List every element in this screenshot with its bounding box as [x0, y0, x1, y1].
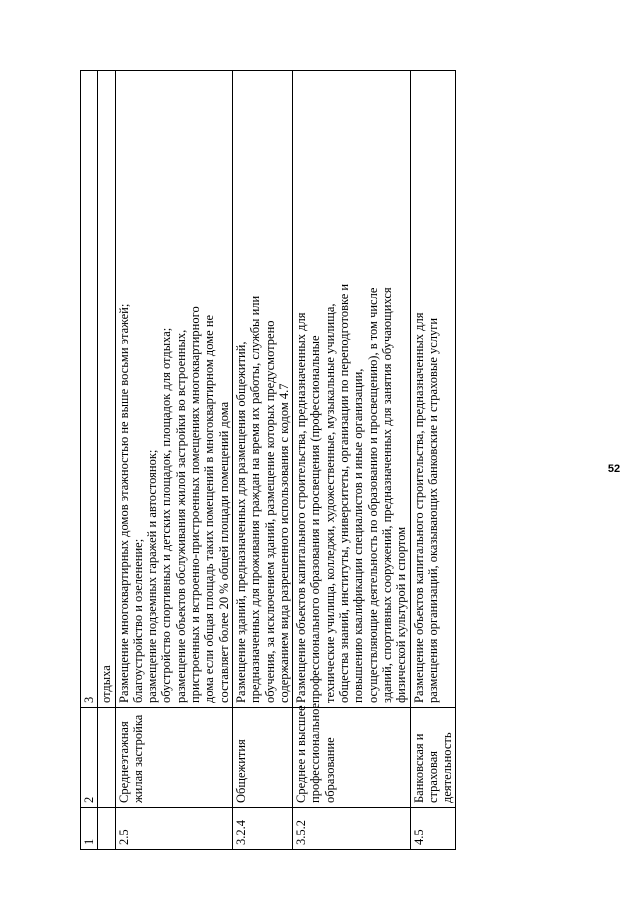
row-description-line: обустройство спортивных и детских площадок, площадок для отдыха; — [159, 327, 174, 703]
row-description-line: физической культурой и спортом — [394, 526, 409, 703]
row-description-line: технические училища, колледжи, художественные, музыкальные училища, — [322, 303, 337, 703]
column-header-1: 1 — [81, 808, 98, 850]
row-description — [115, 71, 232, 708]
row-code: 3.5.2 — [293, 808, 410, 850]
continuation-row — [98, 71, 115, 850]
row-description-line: Размещение многоквартирных домов этажностью не выше восьми этажей; — [116, 303, 131, 703]
row-code: 2.5 — [115, 808, 232, 850]
row-name-line: жилая застройка — [130, 714, 145, 803]
row-name — [293, 702, 410, 808]
row-code: 3.2.4 — [232, 808, 292, 850]
page-number: 52 — [607, 462, 621, 475]
row-name-line: страховая — [425, 750, 440, 803]
row-name-line: образование — [322, 737, 337, 803]
row-description-line: размещения организаций, оказывающих банковские и страховые услуги — [425, 317, 440, 703]
land-use-table — [80, 70, 456, 850]
table-row — [115, 71, 232, 850]
row-description — [410, 71, 456, 708]
table-row — [410, 71, 456, 850]
row-name-line: Среднеэтажная — [116, 721, 131, 803]
row-description-line: Размещение объектов капитального строительства, предназначенных для — [411, 312, 426, 703]
continuation-cell-3: отдыха — [98, 71, 115, 708]
row-name — [410, 708, 456, 808]
row-name-line: Общежития — [233, 739, 248, 803]
row-code: 4.5 — [410, 808, 456, 850]
row-description-line: зданий, спортивных сооружений, предназначенных для занятия обучающихся — [379, 287, 394, 703]
row-description-line: содержанием вида разрешенного использования с кодом 4.7 — [276, 383, 291, 703]
row-name-line: деятельность — [440, 732, 455, 803]
row-name-line: профессиональное — [308, 702, 323, 803]
continuation-cell-2 — [98, 708, 115, 808]
row-description-line: предназначенных для проживания граждан на время их работы, службы или — [248, 295, 263, 703]
table-header-row — [81, 71, 98, 850]
row-name — [232, 708, 292, 808]
row-description-line: Размещение объектов капитального строительства, предназначенных для — [294, 312, 309, 703]
column-header-3: 3 — [81, 71, 98, 708]
row-description — [232, 71, 292, 708]
table-row — [293, 71, 410, 850]
row-name — [115, 708, 232, 808]
row-name-line: Среднее и высшее — [294, 705, 309, 803]
row-description — [293, 71, 410, 708]
row-description-line: размещение подземных гаражей и автостоянок; — [145, 449, 160, 703]
row-description-line: размещение объектов обслуживания жилой застройки во встроенных, — [173, 329, 188, 703]
row-description-line: повышению квалификации специалистов и иные организации, — [351, 368, 366, 703]
continuation-cell-1 — [98, 808, 115, 850]
row-description-line: дома если общая площадь таких помещений в многоквартирном доме не — [202, 314, 217, 703]
row-description-line: профессионального образования и просвещения (профессиональные — [308, 335, 323, 703]
column-header-2: 2 — [81, 708, 98, 808]
table-row — [232, 71, 292, 850]
row-description-line: пристроенных и встроенно-пристроенных помещениях многоквартирного — [188, 306, 203, 703]
row-description-line: общества знаний, институты, университеты, организации по переподготовке и — [337, 283, 352, 703]
row-description-line: обучения, за исключением зданий, размещение которых предусмотрено — [262, 320, 277, 703]
row-description-line: Размещение зданий, предназначенных для размещения общежитий, — [233, 341, 248, 703]
row-description-line: составляет более 20 % общей площади помещений дома — [216, 401, 231, 703]
row-description-line: благоустройство и озеленение; — [130, 538, 145, 703]
row-name-line: Банковская и — [411, 733, 426, 803]
row-description-line: осуществляющие деятельность по образованию и просвещению), в том числе — [365, 287, 380, 703]
